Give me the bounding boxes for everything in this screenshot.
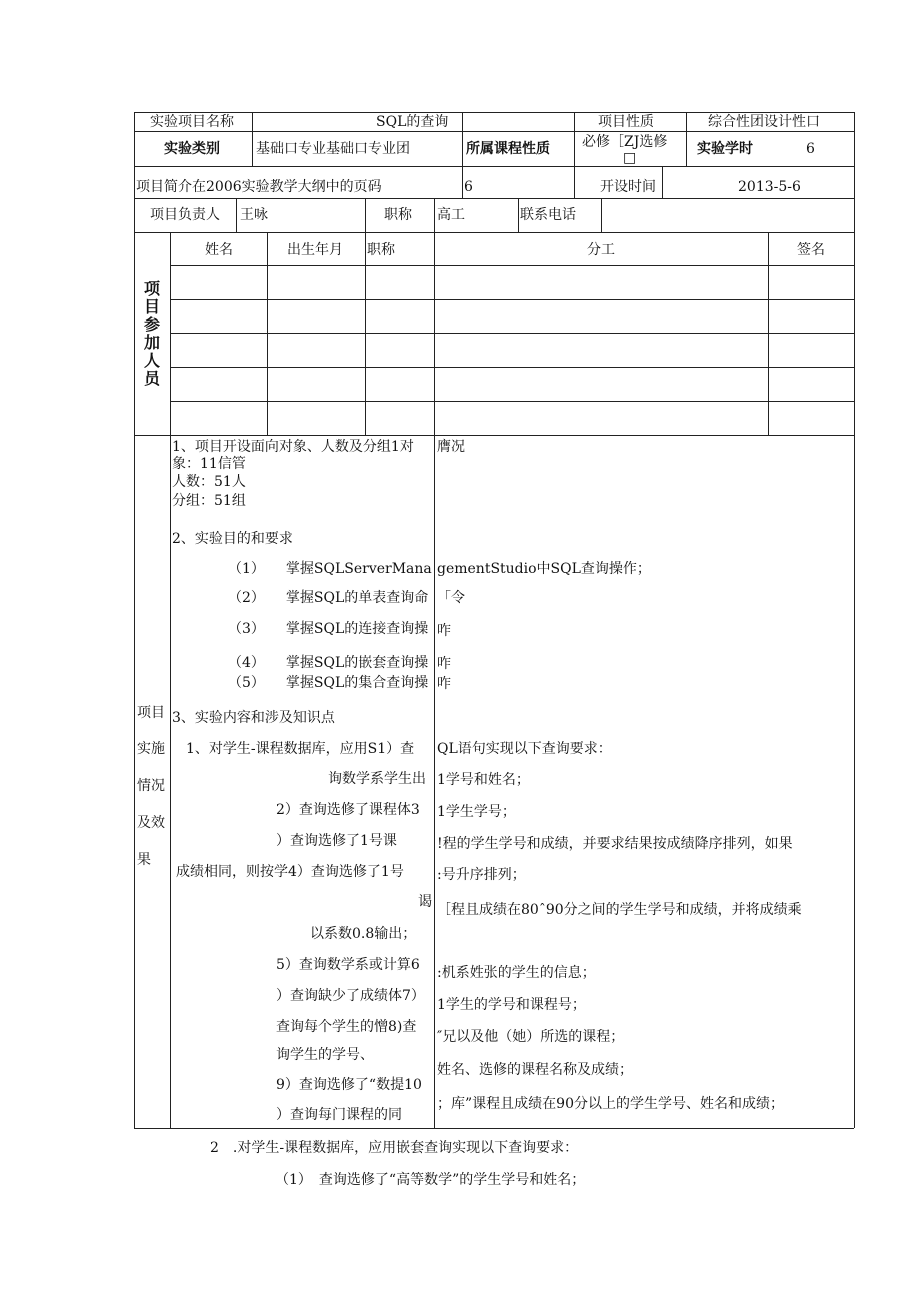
impl-right-line: 咋 xyxy=(437,656,451,672)
impl-right-line: 1学生学号； xyxy=(437,804,516,820)
impl-right-line: ″兄以及他（她）所选的课程； xyxy=(437,1029,625,1045)
impl-side-label-3: 情况 xyxy=(137,778,165,794)
impl-left-line: 成绩相同，则按学4）查询选修了1号 xyxy=(176,864,404,880)
impl-left-line: 象：11信管 xyxy=(172,456,246,472)
impl-left-line: ）查询缺少了成绩体7） xyxy=(276,988,425,1004)
impl-left-line: 1、项目开设面向对象、人数及分组1对 xyxy=(172,439,414,455)
participants-side-label: 项目参加人员 xyxy=(144,279,161,388)
impl-side-label-4: 及效 xyxy=(137,815,165,831)
hours-label: 实验学时 xyxy=(697,141,753,157)
leader-label: 项目负责人 xyxy=(150,207,220,223)
project-nature-label: 项目性质 xyxy=(598,114,654,130)
impl-left-line: （3） 掌握SQL的连接查询操 xyxy=(228,621,429,637)
participants-header-title: 职称 xyxy=(367,242,395,258)
project-name-label: 实验项目名称 xyxy=(150,114,234,130)
title-label: 职称 xyxy=(384,207,412,223)
phone-label: 联系电话 xyxy=(520,207,576,223)
body-paragraph: 2 .对学生-课程数据库，应用嵌套查询实现以下查询要求： xyxy=(210,1140,579,1156)
impl-left-line: 询数学系学生出 xyxy=(328,771,426,787)
course-nature-checkbox: □ xyxy=(623,150,637,166)
project-name-value: SQL的查询 xyxy=(376,114,449,130)
impl-left-line: 2、实验目的和要求 xyxy=(172,531,293,547)
course-nature-label: 所属课程性质 xyxy=(466,141,550,157)
impl-left-line: 2）查询选修了课程体3 xyxy=(276,802,420,818)
impl-right-line: ；库”课程且成绩在90分以上的学生学号、姓名和成绩； xyxy=(437,1096,784,1112)
impl-right-line: 咋 xyxy=(437,623,451,639)
course-nature-value: 必修［ZJ选修 xyxy=(582,134,668,150)
impl-right-line: gementStudio中SQL查询操作； xyxy=(437,561,651,577)
impl-side-label-5: 果 xyxy=(137,852,151,868)
impl-side-label-2: 实施 xyxy=(137,741,165,757)
impl-left-line: （4） 掌握SQL的嵌套查询操 xyxy=(228,655,429,671)
impl-left-line: （5） 掌握SQL的集合查询操 xyxy=(228,675,429,691)
impl-right-line: 1学生的学号和课程号； xyxy=(437,997,586,1013)
category-value: 基础口专业基础口专业团 xyxy=(256,141,410,157)
participants-header-signature: 签名 xyxy=(797,242,825,258)
category-label: 实验类别 xyxy=(164,141,220,157)
start-time-label: 开设时间 xyxy=(600,179,656,195)
start-time-value: 2013-5-6 xyxy=(738,179,801,195)
participants-header-role: 分工 xyxy=(587,242,615,258)
impl-left-line: 谒 xyxy=(418,894,432,910)
impl-left-line: 9）查询选修了“数提10 xyxy=(276,1077,422,1093)
impl-right-line: ［程且成绩在80ˆ90分之间的学生学号和成绩，并将成绩乘 xyxy=(437,902,802,918)
impl-left-line: 1、对学生-课程数据库，应用S1）查 xyxy=(186,741,415,757)
impl-right-line: 「令 xyxy=(437,590,465,606)
participants-header-birth: 出生年月 xyxy=(287,242,343,258)
participants-header-name: 姓名 xyxy=(205,242,233,258)
impl-right-line: QL语句实现以下查询要求： xyxy=(437,741,612,757)
body-paragraph: （1） 查询选修了“高等数学”的学生学号和姓名； xyxy=(275,1172,586,1188)
leader-value: 王咏 xyxy=(240,207,268,223)
impl-left-line: 3、实验内容和涉及知识点 xyxy=(172,710,335,726)
impl-right-line: 姓名、选修的课程名称及成绩； xyxy=(437,1062,633,1078)
intro-page-value: 6 xyxy=(464,179,473,195)
impl-right-line: 膺况 xyxy=(437,439,465,455)
impl-left-line: （2） 掌握SQL的单表查询命 xyxy=(228,590,429,606)
hours-value: 6 xyxy=(806,141,815,157)
impl-right-line: 咋 xyxy=(437,676,451,692)
project-nature-value: 综合性团设计性口 xyxy=(708,114,820,130)
impl-right-line: 1学号和姓名； xyxy=(437,772,530,788)
impl-right-line: :号升序排列； xyxy=(437,867,526,883)
impl-left-line: 询学生的学号、 xyxy=(276,1047,374,1063)
impl-left-line: 人数：51人 xyxy=(172,474,246,490)
title-value: 高工 xyxy=(437,207,465,223)
impl-left-line: 5）查询数学系或计算6 xyxy=(276,957,420,973)
impl-side-label-1: 项目 xyxy=(137,705,165,721)
impl-left-line: （1） 掌握SQLServerMana xyxy=(228,561,432,577)
impl-right-line: !程的学生学号和成绩，并要求结果按成绩降序排列，如果 xyxy=(437,836,793,852)
impl-left-line: 以系数0.8输出； xyxy=(310,926,417,942)
impl-left-line: 分组：51组 xyxy=(172,493,246,509)
intro-label: 项目简介在2006实验教学大纲中的页码 xyxy=(136,179,382,195)
impl-left-line: ）查询每门课程的同 xyxy=(276,1107,402,1123)
impl-left-line: 查询每个学生的憎8)查 xyxy=(276,1019,417,1035)
impl-left-line: ）查询选修了1号课 xyxy=(276,833,397,849)
impl-right-line: :机系姓张的学生的信息； xyxy=(437,965,596,981)
